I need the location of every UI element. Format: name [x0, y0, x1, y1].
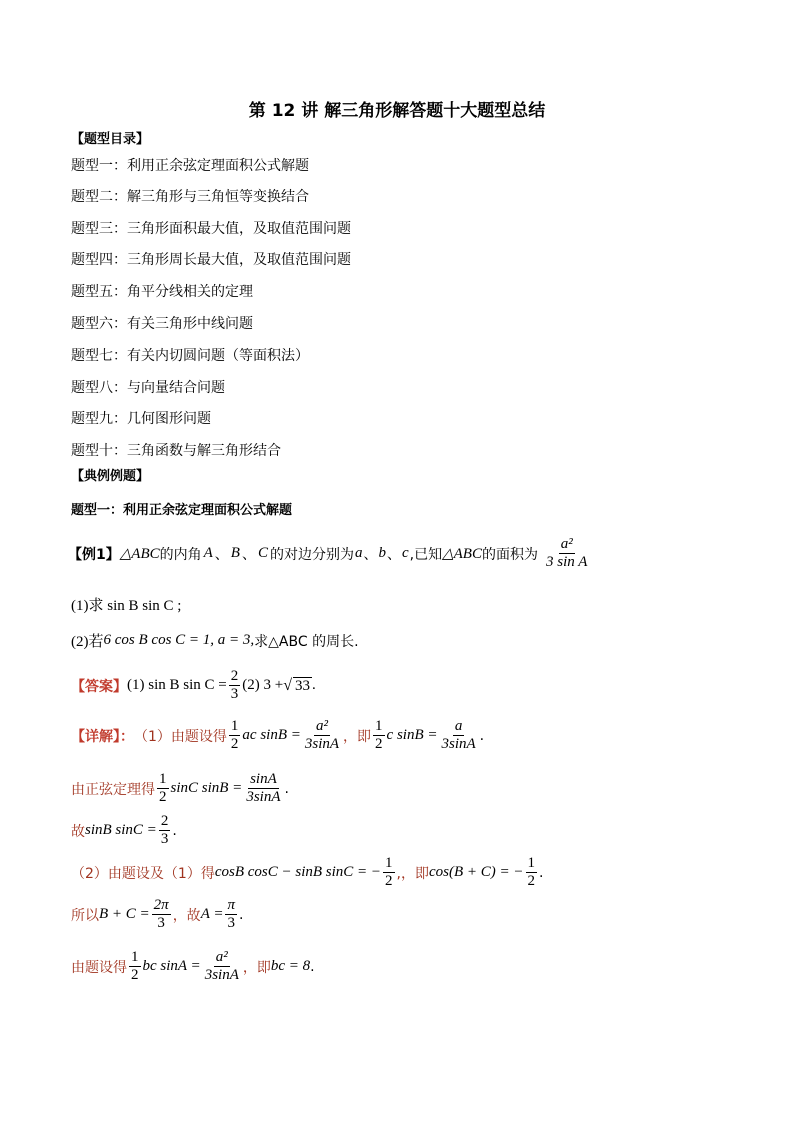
fraction — [225, 897, 237, 932]
fraction-numerator: a² — [315, 718, 328, 734]
toc-item: 题型一：利用正余弦定理面积公式解题 — [71, 158, 309, 174]
example-1-stem — [68, 536, 591, 571]
toc-item: 题型十：三角函数与解三角形结合 — [71, 443, 281, 459]
stem-text: 的内角 — [159, 546, 202, 563]
fraction-numerator: 1 — [159, 771, 167, 787]
toc-item: 题型二：解三角形与三角恒等变换结合 — [71, 189, 309, 205]
var-b: b — [378, 545, 386, 561]
toc-item: 题型七：有关内切圆问题（等面积法） — [71, 348, 309, 364]
math-expression: sinB sinC = — [85, 822, 157, 838]
detail-line-6 — [71, 949, 315, 984]
fraction-denominator: 2 — [375, 736, 383, 752]
fraction-denominator: 2 — [385, 873, 393, 889]
detail-text: ，即 — [343, 728, 372, 745]
detail-line-1 — [71, 718, 484, 753]
fraction — [159, 813, 171, 848]
math-expression: A = — [200, 906, 224, 922]
fraction — [152, 897, 171, 932]
sqrt-sign: √ — [283, 676, 292, 694]
fraction — [440, 718, 478, 753]
fraction — [157, 771, 169, 806]
answer-tag: 【答案】 — [71, 678, 127, 695]
stem-text: 的面积为 — [481, 546, 538, 563]
question-2 — [71, 630, 359, 651]
fraction — [526, 855, 538, 890]
punctuation: . — [284, 780, 289, 797]
stem-sep: 、 — [241, 546, 256, 563]
detail-text: ，即 — [242, 959, 271, 976]
detail-text: 由正弦定理得 — [71, 781, 155, 798]
fraction-denominator: 3 sin A — [545, 554, 588, 570]
fraction — [229, 718, 241, 753]
fraction-numerator: 2 — [160, 813, 169, 829]
toc-item: 题型三：三角形面积最大值，及取值范围问题 — [71, 221, 351, 237]
stem-text: ,已知 — [409, 546, 443, 563]
detail-text: （1）由题设得 — [134, 728, 227, 745]
detail-line-4 — [71, 855, 543, 890]
detail-text: 由题设得 — [71, 959, 127, 976]
punctuation: . — [172, 822, 177, 839]
examples-heading: 【典例例题】 — [71, 469, 150, 484]
toc-item: 题型六：有关三角形中线问题 — [71, 316, 253, 332]
fraction — [383, 855, 395, 890]
math-expression: B + C = — [99, 906, 150, 922]
answer-part-1: (1) sin B sin C = — [127, 677, 227, 693]
math-expression: cos(B + C) = − — [428, 864, 524, 880]
math-expression: bc sinA = — [142, 958, 201, 974]
detail-text: ,，即 — [396, 865, 429, 882]
answer-line — [71, 668, 316, 703]
math-expression: cosB cosC − sinB sinC = − — [214, 864, 382, 880]
page-title: 第 12 讲 解三角形解答题十大题型总结 — [248, 101, 546, 121]
question-2-suffix: 求△ABC 的周长. — [254, 633, 359, 650]
fraction-denominator: 2 — [527, 873, 536, 889]
fraction — [203, 949, 241, 984]
fraction — [129, 949, 141, 984]
answer-part-2: (2) 3 + — [242, 677, 284, 693]
fraction-numerator: a² — [215, 949, 228, 965]
detail-line-5 — [71, 897, 243, 932]
toc-item: 题型五：角平分线相关的定理 — [71, 284, 253, 300]
toc-item: 题型九：几何图形问题 — [71, 411, 211, 427]
math-expression: sinC sinB = — [170, 780, 243, 796]
detail-line-2 — [71, 771, 289, 806]
stem-sep: 、 — [363, 546, 378, 563]
fraction-numerator: 1 — [375, 718, 383, 734]
type1-heading: 题型一：利用正余弦定理面积公式解题 — [71, 503, 293, 518]
punctuation: . — [310, 958, 315, 975]
fraction-denominator: 3 — [160, 831, 169, 847]
fraction-numerator: 1 — [230, 718, 239, 734]
fraction-numerator: sinA — [250, 771, 277, 787]
fraction-denominator: 2 — [230, 736, 239, 752]
stem-text: 的对边分别为 — [269, 546, 354, 563]
detail-text: （2）由题设及（1）得 — [71, 865, 215, 882]
toc-heading: 【题型目录】 — [71, 132, 150, 147]
math-expression: c sinB = — [386, 727, 438, 743]
var-B: B — [230, 545, 240, 561]
detail-tag: 【详解】： — [71, 728, 134, 745]
punctuation: . — [238, 906, 244, 923]
fraction-denominator: 3sinA — [441, 736, 476, 752]
var-C: C — [257, 545, 268, 561]
stem-sep: 、 — [214, 546, 229, 563]
triangle-label: △ABC — [442, 546, 482, 562]
fraction-denominator: 3sinA — [304, 736, 340, 752]
fraction-numerator: π — [227, 897, 235, 913]
question-1-text: (1)求 sin B sin C ; — [71, 598, 182, 614]
fraction-numerator: a — [454, 718, 463, 734]
fraction-denominator: 2 — [159, 789, 167, 805]
fraction-numerator: 2π — [153, 897, 169, 913]
fraction — [373, 718, 385, 753]
punctuation: . — [539, 864, 544, 881]
fraction-numerator: 1 — [385, 855, 393, 871]
fraction-denominator: 3 — [157, 915, 165, 931]
area-fraction — [544, 536, 589, 571]
fraction-denominator: 3sinA — [246, 789, 281, 805]
fraction — [303, 718, 341, 753]
math-expression: ac sinB = — [242, 727, 301, 743]
var-c: c — [401, 545, 409, 561]
fraction-denominator: 3 — [230, 686, 239, 702]
fraction-denominator: 3sinA — [204, 967, 239, 983]
detail-line-3 — [71, 813, 177, 848]
var-A: A — [203, 545, 213, 561]
question-1 — [71, 594, 181, 615]
var-a: a — [354, 545, 363, 561]
detail-text: 故 — [71, 823, 85, 840]
example-tag: 【例1】 — [68, 546, 120, 563]
toc-item: 题型八：与向量结合问题 — [71, 380, 225, 396]
sqrt-radicand: 33 — [294, 677, 310, 694]
fraction — [244, 771, 282, 806]
math-expression: bc = 8 — [270, 958, 311, 974]
question-2-expression: 6 cos B cos C = 1, a = 3, — [103, 632, 255, 648]
question-2-prefix: (2)若 — [71, 634, 104, 650]
detail-text: ，故 — [172, 907, 201, 924]
fraction-numerator: a² — [560, 536, 573, 552]
answer-fraction — [229, 668, 241, 703]
triangle-label: △ABC — [119, 546, 160, 562]
fraction-numerator: 1 — [527, 855, 536, 871]
fraction-numerator: 1 — [131, 949, 139, 965]
fraction-numerator: 2 — [230, 668, 239, 684]
answer-end: . — [311, 677, 316, 693]
detail-text: 所以 — [71, 907, 99, 924]
stem-sep: 、 — [386, 546, 401, 563]
fraction-denominator: 3 — [227, 915, 235, 931]
fraction-denominator: 2 — [131, 967, 139, 983]
punctuation: . — [479, 727, 485, 744]
toc-item: 题型四：三角形周长最大值，及取值范围问题 — [71, 252, 351, 268]
